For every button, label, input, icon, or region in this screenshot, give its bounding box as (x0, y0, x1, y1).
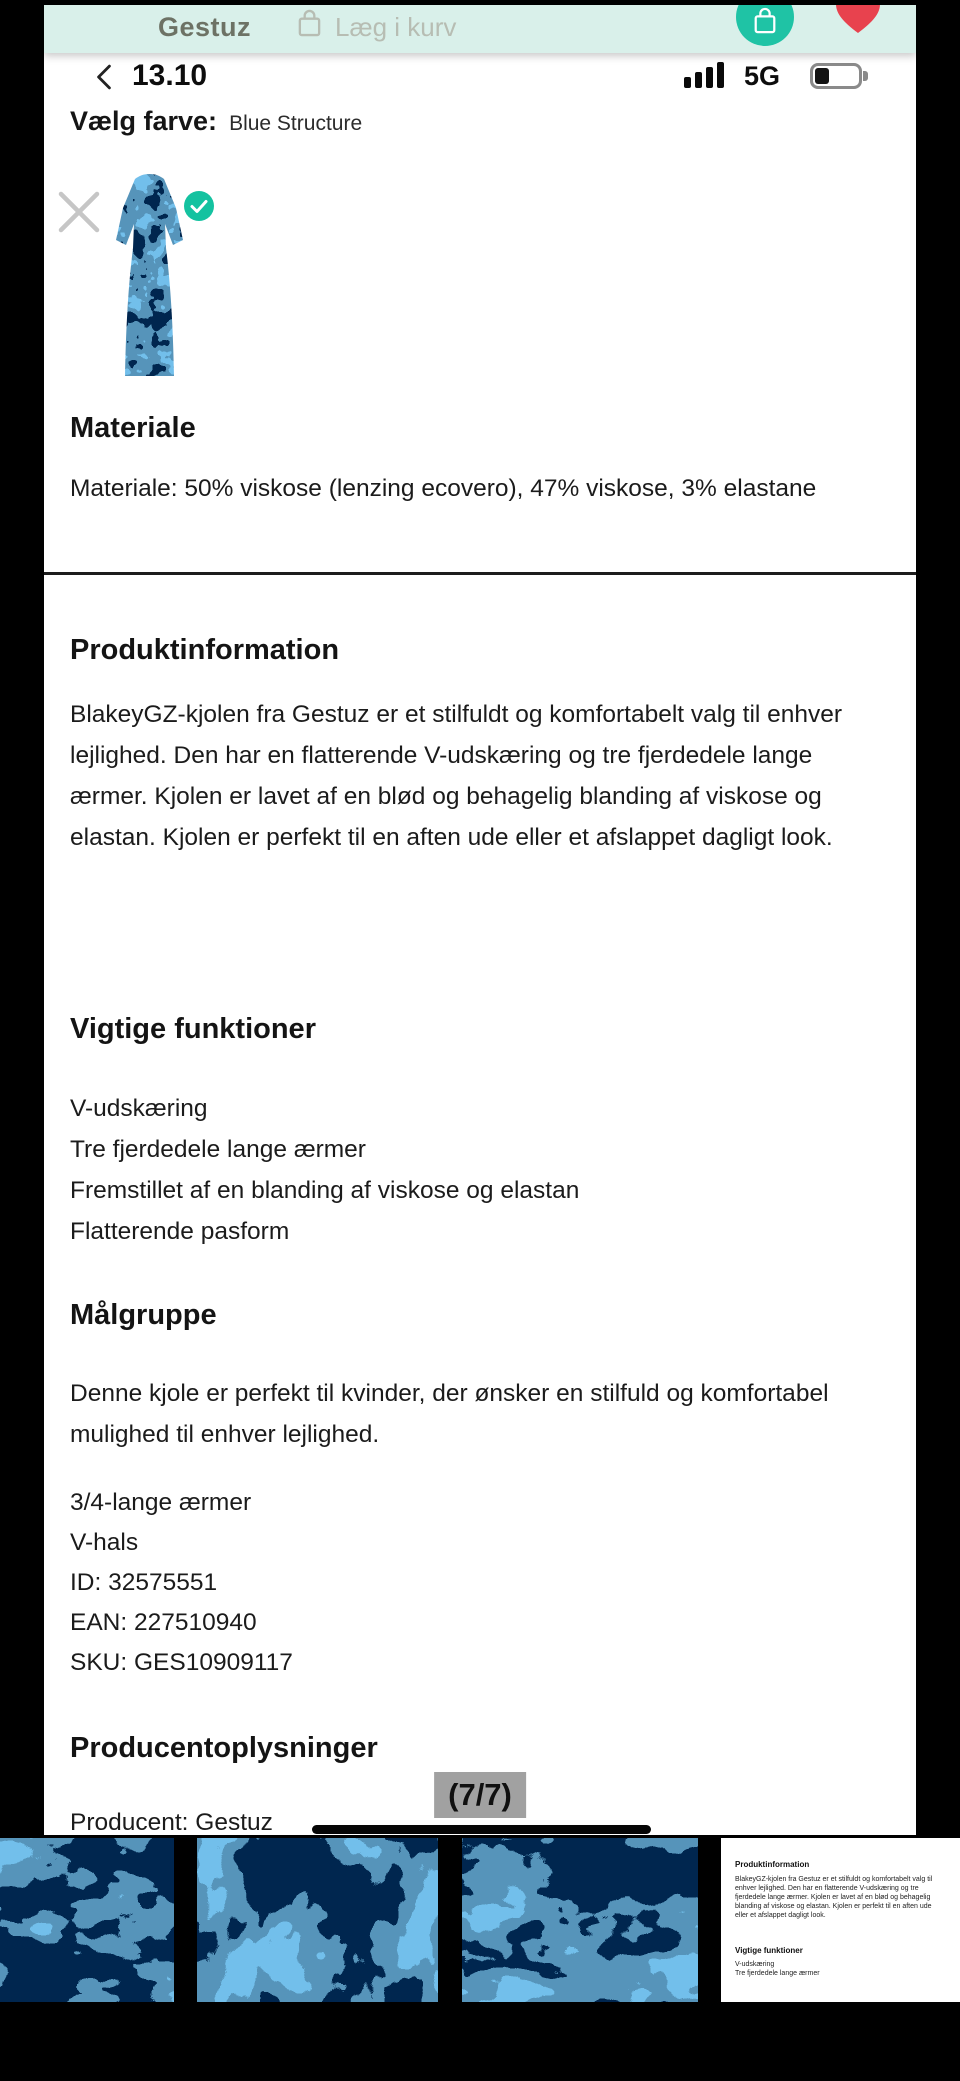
battery-icon (810, 63, 862, 89)
network-type-label: 5G (744, 61, 781, 91)
shopping-bag-icon (296, 9, 323, 45)
filmstrip-thumb-fabric-2[interactable] (197, 1838, 438, 2002)
product-details-list (70, 1483, 293, 1683)
filmstrip (0, 1838, 960, 2002)
phone-screenshot (44, 5, 916, 1835)
list-item: V-udskæring (70, 1095, 208, 1122)
frame-counter: (7/7) (434, 1772, 526, 1818)
color-picker-row (70, 106, 362, 137)
color-picker-label: Vælg farve: (70, 106, 218, 136)
favorite-heart-icon[interactable] (834, 5, 882, 35)
mini-list-item: Tre fjerdedele lange ærmer (735, 1970, 820, 1977)
vigtige-funktioner-list (70, 1088, 579, 1252)
vigtige-funktioner-heading: Vigtige funktioner (70, 1013, 316, 1045)
mini-produktinformation-text: BlakeyGZ-kjolen fra Gestuz er et stilfuldt og komfortabelt valg til enhver lejlighed. Den har en flatterende V-udskæring og tre fjerdedele lange ærmer. Kjolen er lavet af en blød og behagelig blanding af viskose og elastan. Kjolen er perfekt til en aften ude eller et afslappet dagligt look. (735, 1876, 933, 1919)
maalgruppe-text: Denne kjole er perfekt til kvinder, der ønsker en stilfuld og komfortabel mulighed til enhver lejlighed. (70, 1380, 829, 1448)
produktinformation-heading: Produktinformation (70, 634, 340, 666)
produktinformation-text: BlakeyGZ-kjolen fra Gestuz er et stilfuldt og komfortabelt valg til enhver lejlighed. Den har en flatterende V-udskæring og tre fjerdedele lange ærmer. Kjolen er lavet af en blød og behagelig blanding af viskose og elastan. Kjolen er perfekt til en aften ude eller et afslappet dagligt look. (70, 701, 843, 851)
list-item: EAN: 227510940 (70, 1609, 257, 1636)
mini-vigtige-heading: Vigtige funktioner (735, 1946, 803, 1955)
signal-strength-icon (684, 62, 724, 88)
cart-fab-button[interactable] (736, 5, 794, 46)
status-bar (44, 53, 916, 101)
add-to-cart-label: Læg i kurv (335, 11, 457, 42)
producent-text: Producent: Gestuz (70, 1809, 273, 1835)
maalgruppe-heading: Målgruppe (70, 1299, 217, 1331)
producent-heading: Producentoplysninger (70, 1732, 378, 1764)
section-divider (44, 572, 916, 575)
list-item: 3/4-lange ærmer (70, 1489, 252, 1516)
app-header (44, 5, 916, 53)
list-item: Flatterende pasform (70, 1218, 290, 1245)
selected-check-badge-icon (184, 191, 214, 221)
color-swatch-dress-thumbnail[interactable] (113, 170, 186, 382)
filmstrip-thumb-fabric-1[interactable] (0, 1838, 174, 2002)
materiale-heading: Materiale (70, 412, 196, 444)
list-item: Tre fjerdedele lange ærmer (70, 1136, 366, 1163)
list-item: V-hals (70, 1529, 139, 1556)
close-icon[interactable] (54, 187, 104, 237)
status-time: 13.10 (132, 59, 208, 92)
filmstrip-thumb-page[interactable] (721, 1838, 960, 2002)
materiale-text: Materiale: 50% viskose (lenzing ecovero), 47% viskose, 3% elastane (70, 475, 817, 502)
brand-title: Gestuz (158, 12, 252, 42)
add-to-cart-button[interactable] (296, 5, 456, 49)
list-item: SKU: GES10909117 (70, 1649, 293, 1676)
list-item: Fremstillet af en blanding af viskose og elastan (70, 1177, 580, 1204)
mini-produktinformation-heading: Produktinformation (735, 1860, 810, 1869)
list-item: ID: 32575551 (70, 1569, 218, 1596)
color-picker-selected-value: Blue Structure (229, 112, 363, 135)
mini-list-item: V-udskæring (735, 1961, 775, 1968)
filmstrip-thumb-fabric-3[interactable] (462, 1838, 698, 2002)
cart-bag-icon (752, 7, 778, 38)
back-chevron-icon[interactable] (96, 64, 112, 93)
scrubber-bar[interactable] (312, 1825, 651, 1834)
